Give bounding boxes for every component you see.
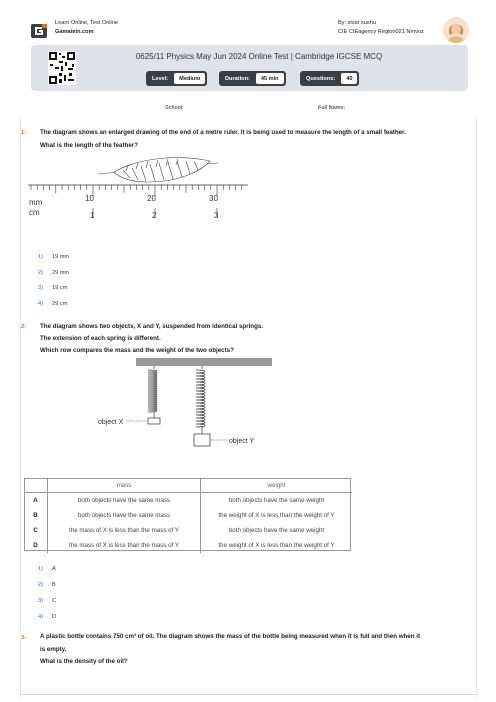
- table-row: [24, 523, 352, 538]
- table-row: [24, 538, 352, 553]
- table-row: [24, 493, 352, 509]
- question-text-line: What is the density of the oil?: [40, 658, 128, 665]
- avatar-portrait-icon: [443, 17, 469, 43]
- mass-weight-table: [24, 478, 352, 553]
- row-label: D: [24, 538, 48, 553]
- avatar: [443, 17, 469, 43]
- option-number[interactable]: 3): [38, 598, 43, 604]
- row-mass: the mass of X is less than the mass of Y: [48, 538, 201, 553]
- row-label: A: [24, 493, 48, 509]
- question-text-line: is empty.: [40, 646, 67, 653]
- option-number[interactable]: 1): [38, 254, 43, 260]
- option-number[interactable]: 2): [38, 582, 43, 588]
- feather-drawing: [98, 158, 218, 182]
- page-border-left: [20, 118, 21, 698]
- option-number[interactable]: 2): [38, 270, 43, 276]
- object-y-block: [194, 434, 210, 446]
- row-mass: both objects have the same mass: [48, 508, 201, 523]
- option-text[interactable]: A: [52, 566, 56, 572]
- question-number: 3-: [21, 635, 26, 641]
- level-value: Medium: [174, 73, 205, 84]
- exam-title: 0625/11 Physics May Jun 2024 Online Test | Cambridge IGCSE MCQ: [135, 52, 383, 61]
- row-weight: the weight of X is less than the weight of Y: [218, 512, 335, 519]
- level-label: Level:: [152, 75, 169, 82]
- page-border-right: [476, 118, 477, 698]
- page-border-bottom: [20, 694, 476, 695]
- ruler-cm-label: cm: [29, 208, 40, 217]
- row-weight: both objects have the same weight: [228, 497, 325, 504]
- duration-badge: [219, 71, 286, 86]
- option-text[interactable]: C: [52, 598, 57, 604]
- level-badge: [146, 71, 207, 86]
- option-number[interactable]: 3): [38, 285, 43, 291]
- table-header-mass: mass: [48, 478, 201, 493]
- row-label: C: [24, 523, 48, 538]
- option-text[interactable]: 19 cm: [52, 285, 68, 291]
- questions-value: 40: [341, 73, 357, 84]
- question-number: 1-: [21, 130, 26, 136]
- object-x-label: object X: [98, 419, 124, 426]
- question-number: 2-: [21, 324, 26, 330]
- option-number[interactable]: 4): [38, 614, 43, 620]
- question-text-line: What is the length of the feather?: [40, 142, 138, 149]
- ruler-tick-label: 30: [209, 194, 218, 203]
- option-number[interactable]: 1): [38, 566, 43, 572]
- springs-diagram: [96, 356, 276, 456]
- row-label: B: [24, 508, 48, 523]
- ruler-tick-label: 3: [214, 211, 219, 220]
- row-mass: both objects have the same mass: [48, 493, 201, 509]
- question-text-line: The diagram shows two objects, X and Y, suspended from identical springs.: [40, 323, 264, 330]
- option-text[interactable]: 29 cm: [52, 301, 68, 307]
- ruler-mm-label: mm: [29, 198, 43, 207]
- ruler-tick-label: 20: [147, 194, 156, 203]
- row-weight: both objects have the same weight: [228, 527, 325, 534]
- object-y-label: object Y: [229, 438, 255, 445]
- table-row: [24, 508, 352, 523]
- question-text-line: The extension of each spring is different.: [40, 335, 161, 342]
- ruler-tick-label: 2: [152, 211, 157, 220]
- option-text[interactable]: B: [52, 582, 56, 588]
- spring-x: [148, 366, 157, 418]
- table-header-weight: weight: [201, 478, 353, 493]
- object-x-block: [148, 418, 160, 424]
- option-text[interactable]: 29 mm: [52, 270, 70, 276]
- row-mass: the mass of X is less than the mass of Y: [48, 523, 201, 538]
- questions-label: Questions:: [306, 75, 336, 82]
- duration-label: Duration:: [225, 75, 250, 82]
- duration-value: 45 min: [256, 73, 284, 84]
- ruler-feather-diagram: [28, 156, 250, 228]
- school-field-label: School:: [165, 105, 184, 111]
- ruler-tick-label: 1: [90, 211, 95, 220]
- gamatein-logo-icon: [31, 24, 47, 38]
- spring-y: [196, 366, 205, 434]
- option-text[interactable]: 19 mm: [52, 254, 70, 260]
- author-name: By: zivar sushu: [338, 20, 376, 26]
- site-link[interactable]: Gamatein.com: [55, 29, 94, 35]
- row-weight: the weight of X is less than the weight of Y: [218, 542, 335, 549]
- author-org: CIE CIEagency Region021 Nmvoz: [338, 29, 424, 35]
- option-number[interactable]: 4): [38, 301, 43, 307]
- ruler-tick-label: 10: [85, 194, 94, 203]
- question-text-line: The diagram shows an enlarged drawing of the end of a metre ruler. It is being used to measure the length of a small feather.: [40, 129, 406, 136]
- question-text-line: Which row compares the mass and the weight of the two objects?: [40, 347, 234, 354]
- option-text[interactable]: D: [52, 614, 57, 620]
- question-text-line: A plastic bottle contains 750 cm³ of oil. The diagram shows the mass of the bottle being measured when it is full and then when it: [40, 633, 421, 640]
- questions-badge: [300, 71, 359, 86]
- support-beam: [136, 358, 272, 366]
- fullname-field-label: Full Name:: [318, 105, 346, 111]
- site-tagline: Learn Online, Test Online: [55, 20, 119, 26]
